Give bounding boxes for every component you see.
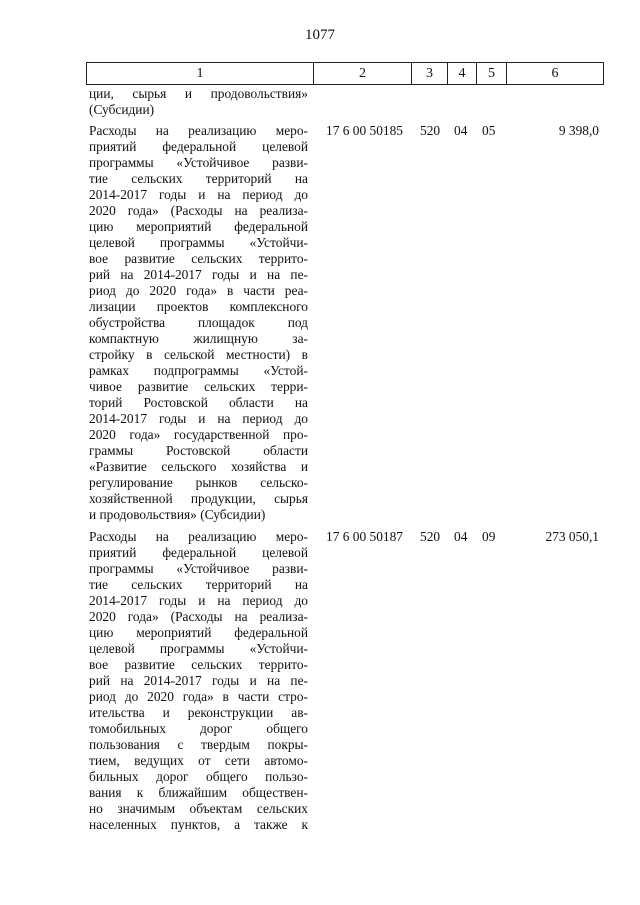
text-line: цию мероприятий федеральной [89,219,308,234]
text-line: 2014-2017 годы и на период до [89,187,308,202]
text-line: компактную жилищную за- [89,331,308,346]
text-line: населенных пунктов, а также к [89,817,308,832]
text-line: 2020 года» (Расходы на реализа- [89,609,308,624]
text-line: ции, сырья и продовольствия» [89,86,308,101]
text-line: тие сельских территорий на [89,171,308,186]
page-number: 1077 [305,27,335,43]
text-line: целевой программы «Устойчи- [89,235,308,250]
column-header-row [87,63,604,85]
text-line: 2014-2017 годы и на период до [89,593,308,608]
column-header-2: 2 [314,63,412,85]
amount-value: 9 398,0 [558,123,599,138]
text-line: цию мероприятий федеральной [89,625,308,640]
text-line: риод до 2020 года» в части реа- [89,283,308,298]
text-line: чивое развитие сельских терри- [89,379,308,394]
column-header-1: 1 [87,63,314,85]
text-line: пользования с твердым покры- [89,737,308,752]
section-code: 04 [454,123,468,138]
continuation-text [89,86,308,118]
text-line: торий Ростовской области на [89,395,308,410]
text-line: программы «Устойчивое разви- [89,155,308,170]
text-line: целевой программы «Устойчи- [89,641,308,656]
text-line: тие сельских территорий на [89,577,308,592]
text-line: хозяйственной продукции, сырья [89,491,308,506]
text-line: томобильных дорог общего [89,721,308,736]
text-line: Расходы на реализацию меро- [89,123,308,138]
text-line: ительства и реконструкции ав- [89,705,308,720]
text-line: обустройства площадок под [89,315,308,330]
text-line: программы «Устойчивое разви- [89,561,308,576]
section-code: 04 [454,529,468,544]
text-line: риод до 2020 года» в части стро- [89,689,308,704]
subsection-code: 09 [482,529,496,544]
text-line: тием, ведущих от сети автомо- [89,753,308,768]
text-line: бильных дорог общего пользо- [89,769,308,784]
text-line: 2020 года» (Расходы на реализа- [89,203,308,218]
text-line: (Субсидии) [89,102,155,117]
text-line: вое развитие сельских террито- [89,251,308,266]
expense-type-code: 520 [420,529,441,544]
row-description [89,529,308,833]
expense-type-code: 520 [420,123,441,138]
column-header-5: 5 [477,63,507,85]
text-line: но значимым объектам сельских [89,801,308,816]
text-line: граммы Ростовской области [89,443,308,458]
text-line: рамках подпрограммы «Устой- [89,363,308,378]
text-line: вое развитие сельских террито- [89,657,308,672]
subsection-code: 05 [482,123,496,138]
text-line: вания к ближайшим обществен- [89,785,308,800]
target-article-code: 17 6 00 50185 [326,123,403,138]
column-header-table [86,62,604,85]
text-line: 2014-2017 годы и на период до [89,411,308,426]
row-description [89,123,308,523]
text-line: рий на 2014-2017 годы и на пе- [89,673,308,688]
text-line: Расходы на реализацию меро- [89,529,308,544]
column-header-4: 4 [448,63,477,85]
text-line: приятий федеральной целевой [89,545,308,560]
column-header-3: 3 [412,63,448,85]
text-line: 2020 года» государственной про- [89,427,308,442]
text-line: стройку в сельской местности) в [89,347,308,362]
column-header-6: 6 [507,63,604,85]
text-line: лизации проектов комплексного [89,299,308,314]
text-line: рий на 2014-2017 годы и на пе- [89,267,308,282]
text-line: приятий федеральной целевой [89,139,308,154]
amount-value: 273 050,1 [545,529,599,544]
text-line: регулирование рынков сельско- [89,475,308,490]
text-line: и продовольствия» (Субсидии) [89,507,266,522]
text-line: «Развитие сельского хозяйства и [89,459,308,474]
target-article-code: 17 6 00 50187 [326,529,403,544]
